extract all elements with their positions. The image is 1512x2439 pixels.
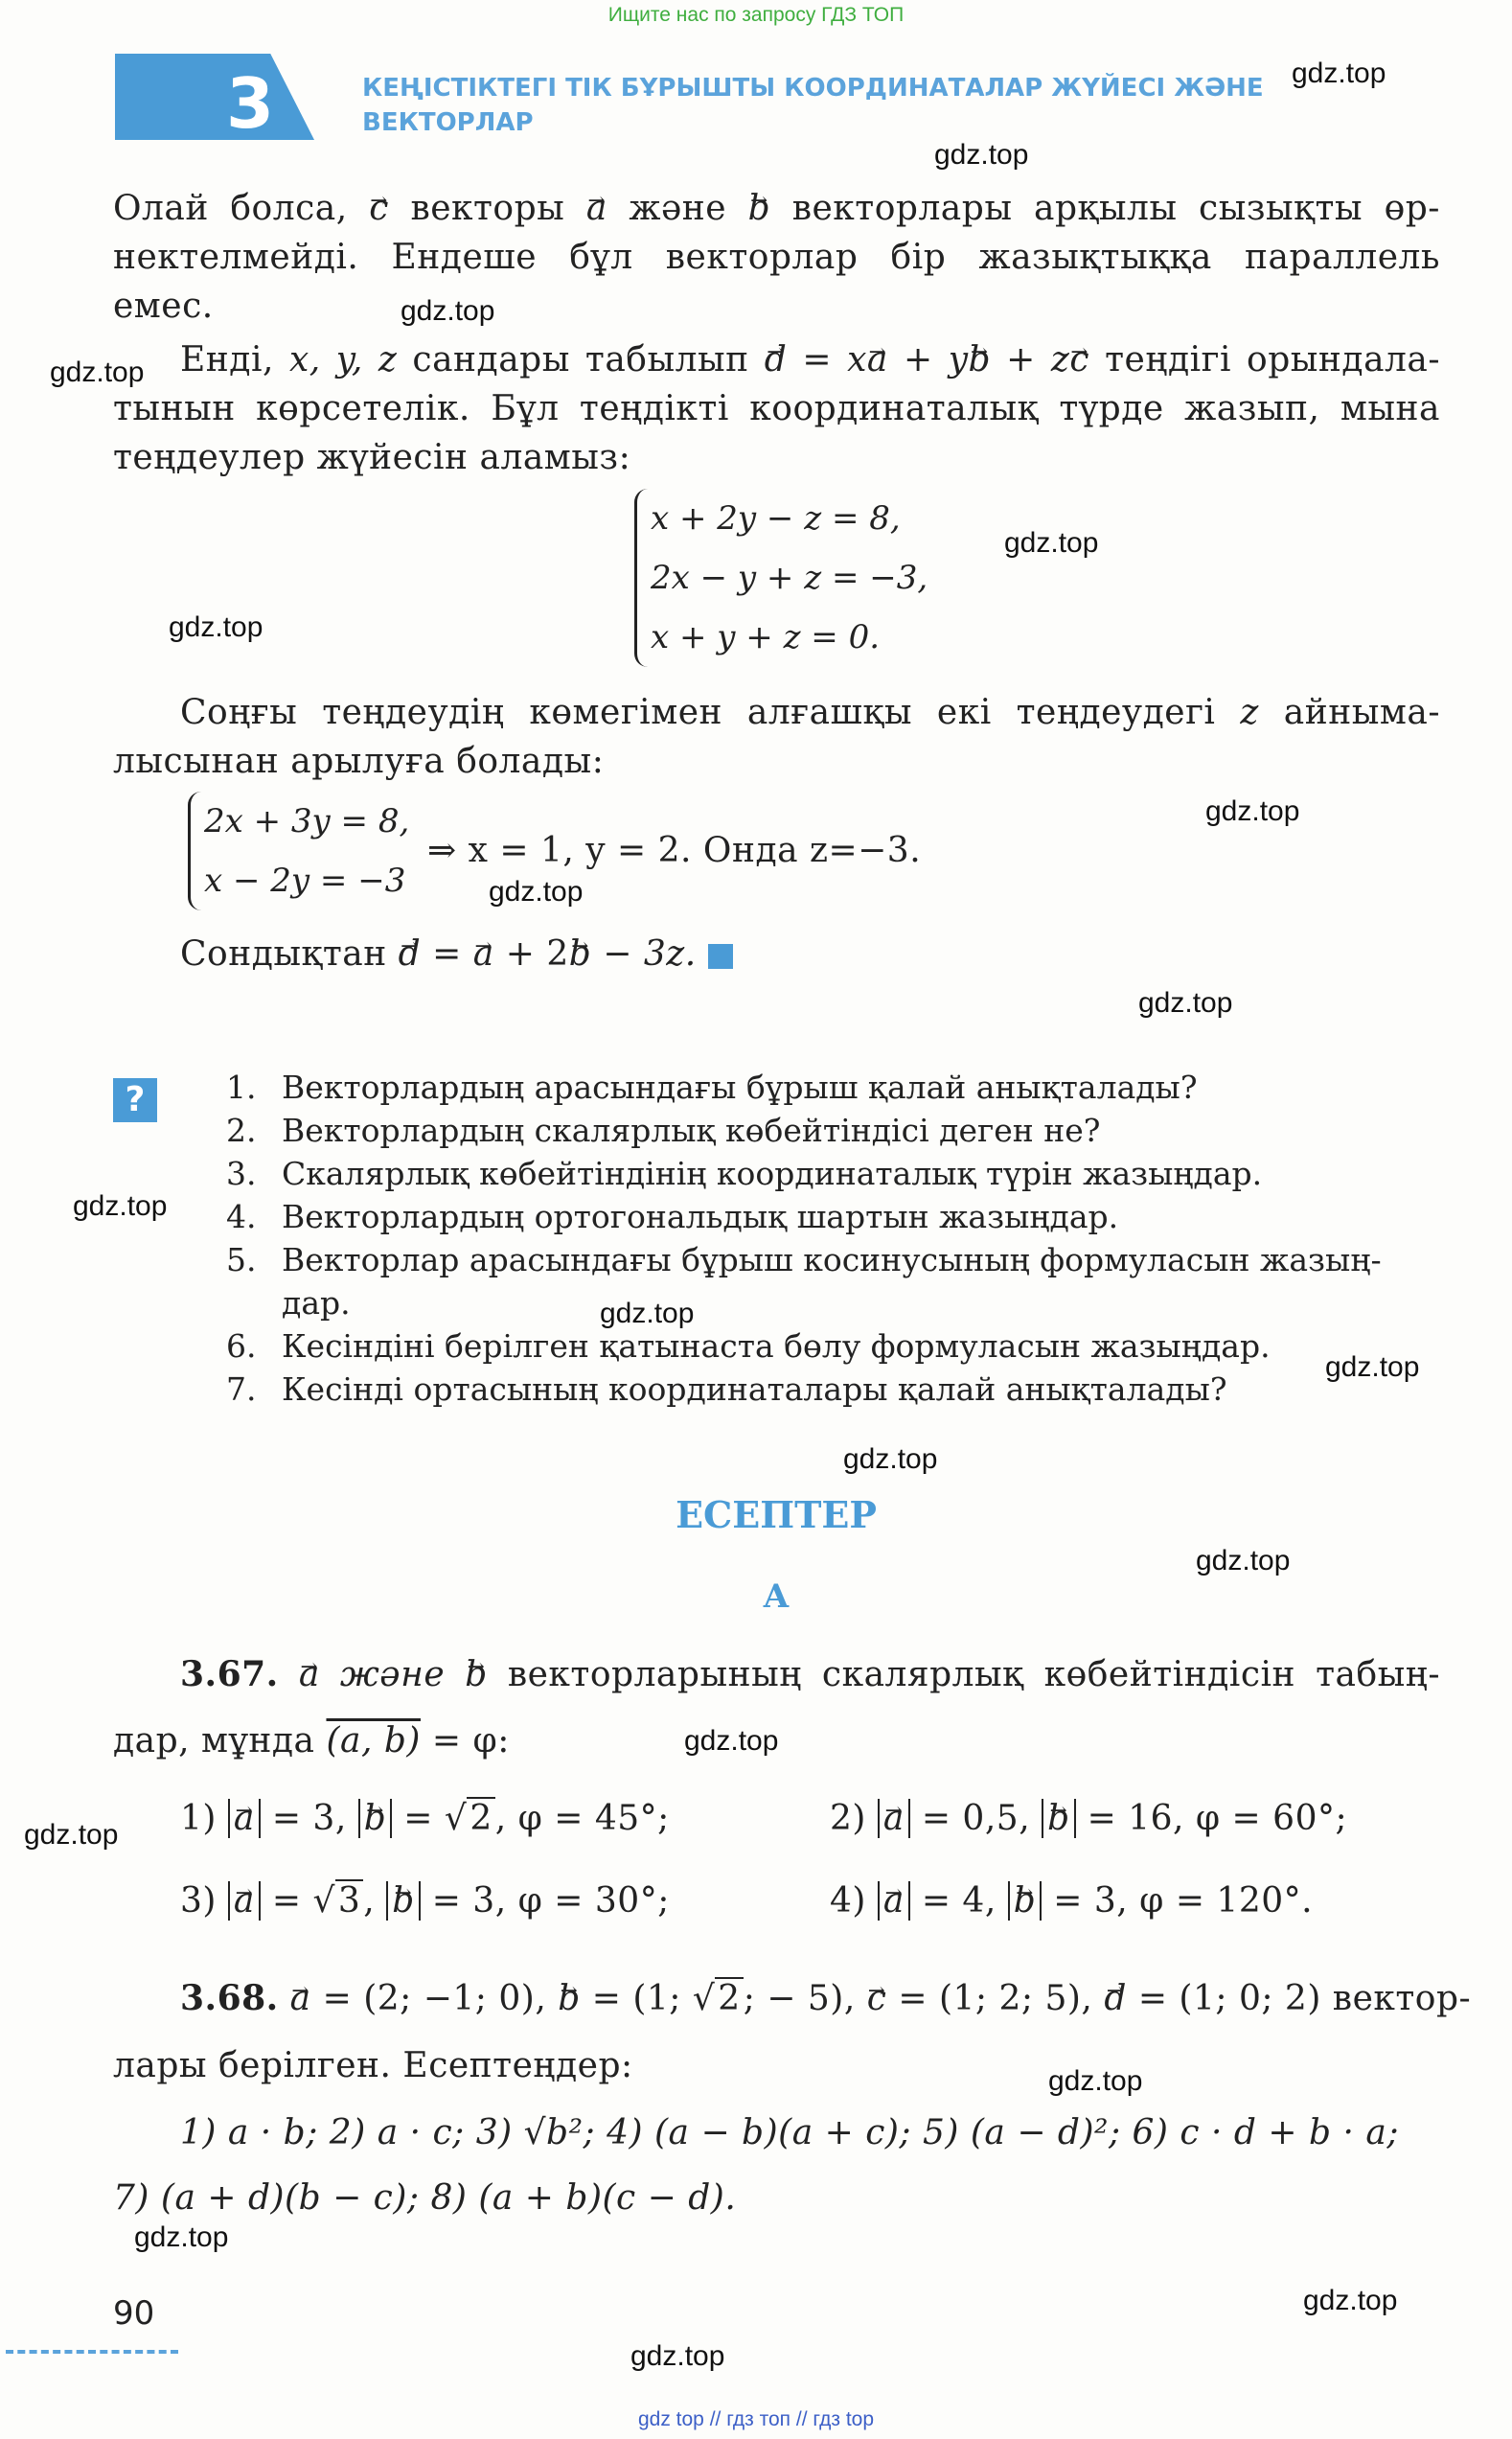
vector-c: → c: [369, 189, 389, 228]
watermark: gdz.top: [1303, 2285, 1398, 2316]
watermark: gdz.top: [1048, 2065, 1143, 2097]
question-number: 6.: [226, 1327, 257, 1365]
text: +: [903, 340, 933, 380]
vector-d: → d: [1104, 1979, 1127, 2018]
paragraph-2-line1: [113, 335, 1440, 384]
question-item: [226, 1238, 1443, 1281]
vector-a: → a: [299, 1655, 320, 1694]
vector-a: → a: [290, 1979, 311, 2018]
text: = 3,: [1053, 1881, 1129, 1921]
text: айныма-: [1283, 693, 1440, 732]
watermark: gdz.top: [1004, 527, 1099, 559]
vector-b: → b: [364, 1799, 387, 1838]
text: , φ = 45°;: [494, 1799, 670, 1838]
vector-a: → a: [234, 1881, 255, 1921]
text: ; − 5),: [743, 1979, 856, 2018]
chapter-badge: [115, 54, 314, 140]
text: = 3,: [431, 1881, 507, 1921]
text: және: [339, 1655, 446, 1694]
paragraph-1-line3: емес.: [113, 287, 214, 326]
watermark: gdz.top: [934, 139, 1029, 171]
text: векторы: [410, 189, 565, 228]
text: = 3,: [271, 1799, 347, 1838]
vector-b: → b: [969, 340, 992, 380]
question-item: [226, 1281, 1443, 1324]
watermark: gdz.top: [1292, 58, 1386, 89]
paragraph-3-line1: [113, 688, 1440, 737]
item-number: 1): [180, 1799, 217, 1838]
text: =: [432, 934, 462, 974]
task-3-67: [113, 1650, 1440, 1765]
vector-a: → a: [867, 340, 888, 380]
task-3-67-item-3: 3) → a = √3, → b = 3, φ = 30°;: [180, 1876, 670, 1925]
text: = 16,: [1087, 1799, 1184, 1838]
vector-a: → a: [883, 1881, 905, 1921]
watermark: gdz.top: [843, 1443, 938, 1475]
task-3-67-line1: [113, 1650, 1440, 1699]
text: φ = 60°;: [1195, 1799, 1348, 1838]
watermark: gdz.top: [73, 1190, 168, 1222]
system-2-result: ⇒ x = 1, y = 2. Онда z=−3.: [427, 831, 922, 870]
watermark: gdz.top: [1138, 987, 1233, 1019]
radicand: 2: [715, 1977, 743, 2018]
vector-a: → a: [883, 1799, 905, 1838]
text: − 3z.: [603, 934, 697, 974]
text: Соңғы теңдеудің көмегімен алғашқы екі теңдеудегі: [180, 693, 1216, 732]
equation: x + y + z = 0.: [651, 618, 881, 656]
footer-links: gdz top // гдз топ // гдз top: [637, 2408, 875, 2430]
text: сандары табылып: [412, 340, 749, 380]
question-text: дар.: [282, 1284, 351, 1322]
equation-system-1: [634, 489, 928, 667]
watermark: gdz.top: [684, 1725, 779, 1757]
text: =: [271, 1881, 302, 1921]
vector-b: → b: [569, 934, 592, 974]
angle-expression: (a, b): [326, 1721, 421, 1760]
variable-x: x: [847, 340, 867, 380]
review-questions: [226, 1066, 1443, 1411]
text: + 2: [505, 934, 569, 974]
text: = 0,5,: [921, 1799, 1031, 1838]
variable-y: y: [948, 340, 969, 380]
chapter-title-line2: ВЕКТОРЛАР: [362, 108, 534, 137]
text: = φ:: [431, 1721, 510, 1760]
question-number: 5.: [226, 1241, 257, 1278]
watermark: gdz.top: [24, 1819, 119, 1851]
paragraph-2: [113, 335, 1440, 482]
text: =: [403, 1799, 433, 1838]
section-title: ЕСЕПТЕР: [676, 1493, 877, 1536]
item-number: 3): [180, 1881, 217, 1921]
question-item: [226, 1195, 1443, 1238]
chapter-title-line1: КЕҢІСТІКТЕГІ ТІК БҰРЫШТЫ КООРДИНАТАЛАР ЖҮЙЕСІ ЖӘНЕ: [362, 74, 1264, 103]
task-3-67-line2: [113, 1716, 1440, 1765]
question-text: Скалярлық көбейтіндінің координаталық түрін жазыңдар.: [282, 1155, 1263, 1192]
watermark: gdz.top: [169, 611, 263, 643]
text: Олай болса,: [113, 189, 348, 228]
question-text: Векторлардың арасындағы бұрыш қалай анықталады?: [282, 1069, 1198, 1106]
watermark: gdz.top: [50, 357, 145, 388]
item-number: 4): [830, 1881, 866, 1921]
watermark: gdz.top: [600, 1298, 695, 1329]
text: векторларының скалярлық көбейтіндісін табың-: [507, 1655, 1441, 1694]
vector-b: → b: [1014, 1881, 1037, 1921]
question-item: [226, 1324, 1443, 1368]
vector-b: → b: [465, 1655, 488, 1694]
equation-system-2: [188, 792, 409, 910]
watermark: gdz.top: [630, 2340, 725, 2372]
radicand: 2: [467, 1797, 494, 1838]
vector-b: → b: [748, 189, 771, 228]
text: = (1; 0; 2) вектор-: [1137, 1979, 1472, 2018]
question-text: Векторлардың ортогональдық шартын жазыңдар.: [282, 1198, 1119, 1235]
watermark: gdz.top: [134, 2221, 229, 2253]
paragraph-3-line2: лысынан арылуға болады:: [113, 742, 605, 781]
watermark: gdz.top: [489, 876, 584, 908]
question-icon: ?: [113, 1078, 157, 1122]
question-number: 2.: [226, 1112, 257, 1149]
text: = (2; −1; 0),: [322, 1979, 547, 2018]
text: = (1; 2; 5),: [898, 1979, 1093, 2018]
task-3-67-item-4: [830, 1876, 1313, 1925]
variables: x, y, z: [288, 340, 398, 380]
paragraph-2-line2: тынын көрсетелік. Бұл теңдікті координаталық түрде жазып, мына: [113, 389, 1440, 428]
paragraph-1-line2: нектелмейді. Ендеше бұл векторлар бір жазықтыққа параллель: [113, 238, 1440, 277]
vector-c: → c: [867, 1979, 887, 2018]
paragraph-1-line1: [113, 184, 1440, 233]
end-of-proof-square: [708, 944, 733, 969]
question-text: Кесіндіні берілген қатынаста бөлу формуласын жазыңдар.: [282, 1327, 1271, 1365]
question-item: [226, 1109, 1443, 1152]
equation: x − 2y = −3: [204, 862, 406, 900]
vector-a: → a: [234, 1799, 255, 1838]
vector-b: → b: [392, 1881, 415, 1921]
equation: 2x − y + z = −3,: [651, 559, 928, 597]
task-3-68-line2: лары берілген. Есептеңдер:: [113, 2046, 633, 2085]
question-text: Векторлардың скалярлық көбейтіндісі деген не?: [282, 1112, 1101, 1149]
page-number: 90: [113, 2294, 155, 2333]
text: ,: [363, 1881, 376, 1921]
vector-d: → d: [399, 934, 422, 974]
text: φ = 120°.: [1139, 1881, 1314, 1921]
vector-d: → d: [765, 340, 788, 380]
paragraph-2-line3: теңдеулер жүйесін аламыз:: [113, 438, 631, 477]
paragraph-3: [113, 688, 1440, 786]
text: және: [629, 189, 727, 228]
question-item: [226, 1066, 1443, 1109]
task-3-68-line1: 3.68. → a = (2; −1; 0), → b = (1; √2; − 5), → c = (1; 2; 5), → d = (1; 0; 2) вектор-: [180, 1974, 1471, 2023]
question-number: 7.: [226, 1370, 257, 1408]
text: Сондықтан: [180, 934, 387, 974]
watermark: gdz.top: [1196, 1545, 1291, 1576]
task-3-67-item-2: [830, 1794, 1347, 1843]
section-level: A: [763, 1577, 790, 1616]
text: +: [1006, 340, 1036, 380]
watermark: gdz.top: [1205, 795, 1300, 827]
equation: x + 2y − z = 8,: [651, 499, 901, 538]
question-number: 4.: [226, 1198, 257, 1235]
vector-b: → b: [558, 1979, 581, 2018]
vector-c: → c: [1069, 340, 1089, 380]
question-text: Векторлар арасындағы бұрыш косинусының формуласын жазың-: [282, 1241, 1382, 1278]
question-text: Кесінді ортасының координаталары қалай анықталады?: [282, 1370, 1227, 1408]
task-3-68-line4: 7) (a + d)(b − c); 8) (a + b)(c − d).: [113, 2178, 737, 2218]
text: φ = 30°;: [517, 1881, 670, 1921]
paragraph-1: [113, 184, 1440, 331]
equation: 2x + 3y = 8,: [204, 802, 410, 840]
radicand: 3: [335, 1879, 363, 1921]
text: теңдігі орындала-: [1105, 340, 1441, 380]
watermark: gdz.top: [401, 295, 495, 327]
variable-z: z: [1050, 340, 1070, 380]
watermark: gdz.top: [1325, 1351, 1420, 1383]
text: дар, мұнда: [113, 1721, 315, 1760]
question-number: 3.: [226, 1155, 257, 1192]
page-divider: [6, 2350, 178, 2354]
text: = (1;: [591, 1979, 681, 2018]
text: = 4,: [921, 1881, 997, 1921]
task-number: 3.68.: [180, 1978, 279, 2018]
question-number: 1.: [226, 1069, 257, 1106]
task-number: 3.67.: [180, 1654, 279, 1694]
vector-a: → a: [586, 189, 607, 228]
question-item: [226, 1152, 1443, 1195]
conclusion: [180, 930, 733, 978]
variable-z: z: [1240, 693, 1259, 732]
item-number: 2): [830, 1799, 866, 1838]
vector-a: → a: [473, 934, 494, 974]
top-search-note: Ищите нас по запросу ГДЗ ТОП: [607, 4, 905, 26]
chapter-title: [362, 71, 1272, 140]
text: Енді,: [180, 340, 274, 380]
task-3-67-item-1: 1) → a = 3, → b = √2, φ = 45°;: [180, 1794, 670, 1843]
vector-b: → b: [1047, 1799, 1070, 1838]
text: =: [802, 340, 833, 380]
chapter-number: 3: [226, 63, 275, 144]
task-3-68-line3: 1) a · b; 2) a · c; 3) √b²; 4) (a − b)(a + c); 5) (a − d)²; 6) c · d + b · a;: [180, 2113, 1399, 2152]
text: векторлары арқылы сызықты өр-: [791, 189, 1440, 228]
question-item: [226, 1368, 1443, 1411]
